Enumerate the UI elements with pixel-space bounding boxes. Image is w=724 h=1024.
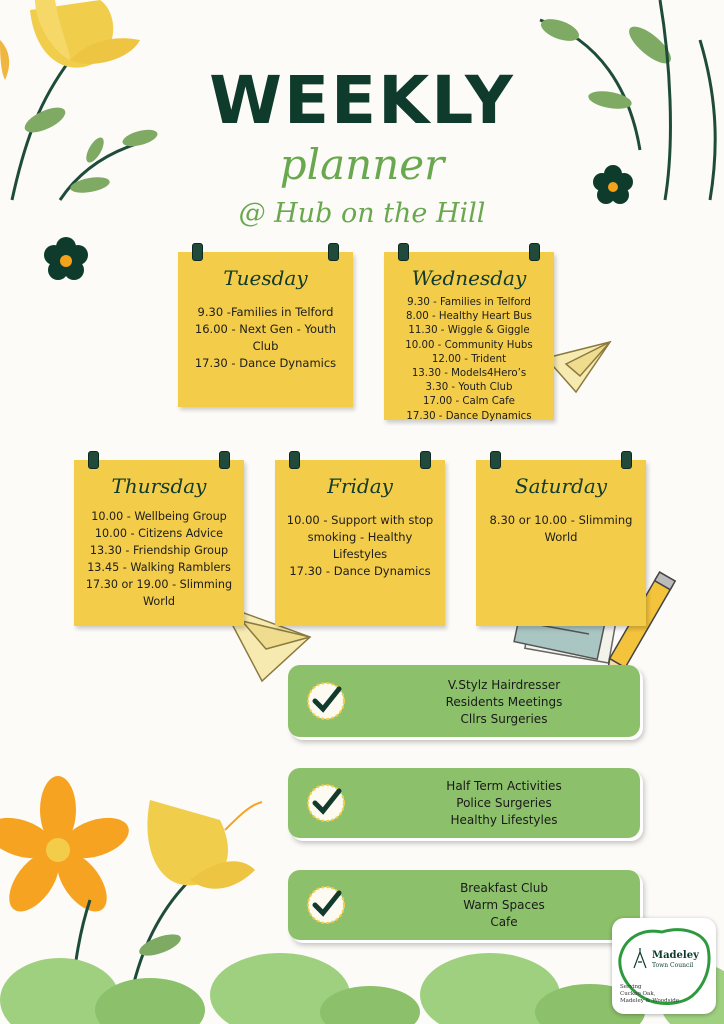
- page-title: WEEKLY: [209, 62, 515, 139]
- schedule-item: 13.45 - Walking Ramblers: [87, 561, 231, 574]
- schedule-item: 10.00 - Citizens Advice: [94, 527, 224, 540]
- services-box-3: [288, 870, 640, 940]
- note-friday: [275, 460, 445, 626]
- orange-flower-bottom-left-icon: [0, 776, 134, 920]
- pin-icon: [529, 243, 540, 261]
- day-name: Wednesday: [411, 266, 527, 290]
- checkmark-badge-icon: [306, 783, 346, 823]
- pin-icon: [192, 243, 203, 261]
- schedule-item: 11.30 - Wiggle & Giggle: [408, 325, 530, 337]
- note-wednesday: [384, 252, 554, 420]
- dark-flower-left-icon: [44, 237, 88, 280]
- pin-icon: [398, 243, 409, 261]
- pin-icon: [420, 451, 431, 469]
- pin-icon: [621, 451, 632, 469]
- schedule-item: 16.00 - Next Gen - Youth Club: [194, 322, 337, 353]
- checkmark-badge-icon: [306, 681, 346, 721]
- schedule-item: 17.30 or 19.00 - Slimming World: [85, 578, 233, 608]
- location-title: @ Hub on the Hill: [238, 198, 486, 229]
- madeley-town-council-logo: [612, 918, 716, 1014]
- day-name: Tuesday: [223, 266, 308, 290]
- note-saturday: [476, 460, 646, 626]
- paper-plane-wednesday-icon: [546, 342, 610, 392]
- schedule-item: 10.00 - Wellbeing Group: [91, 510, 227, 523]
- note-tuesday: [178, 252, 353, 407]
- schedule-item: 8.30 or 10.00 - Slimming World: [489, 513, 633, 544]
- schedule-item: 13.30 - Friendship Group: [89, 544, 229, 557]
- schedule-item: 9.30 -Families in Telford: [197, 305, 334, 319]
- service-item: Cafe: [490, 915, 518, 929]
- logo-serving-line: Cuckoo Oak,: [620, 991, 656, 997]
- schedule-item: 10.00 - Support with stop smoking - Healthy Lifestyles: [286, 513, 434, 561]
- pin-icon: [490, 451, 501, 469]
- note-thursday: [74, 460, 244, 626]
- logo-serving-line: Serving: [620, 984, 642, 990]
- service-item: Half Term Activities: [446, 779, 562, 793]
- logo-serving-line: Madeley & Woodside: [620, 998, 679, 1004]
- schedule-item: 10.00 - Community Hubs: [405, 339, 533, 351]
- services-box-1: [288, 665, 640, 737]
- day-name: Thursday: [111, 474, 207, 498]
- pin-icon: [289, 451, 300, 469]
- service-item: Residents Meetings: [445, 695, 563, 709]
- schedule-item: 17.30 - Dance Dynamics: [194, 356, 337, 370]
- schedule-item: 17.30 - Dance Dynamics: [406, 410, 532, 422]
- logo-name: Madeley: [652, 950, 699, 961]
- services-box-2: [288, 768, 640, 838]
- schedule-item: 9.30 - Families in Telford: [407, 297, 531, 308]
- pin-icon: [328, 243, 339, 261]
- service-item: V.Stylz Hairdresser: [447, 678, 561, 692]
- schedule-item: 8.00 - Healthy Heart Bus: [406, 311, 532, 323]
- page-subtitle: planner: [279, 140, 445, 189]
- service-item: Cllrs Surgeries: [460, 712, 548, 726]
- schedule-item: 13.30 - Models4Hero’s: [411, 368, 527, 380]
- schedule-item: 3.30 - Youth Club: [425, 382, 513, 394]
- day-name: Friday: [327, 474, 393, 498]
- checkmark-badge-icon: [306, 885, 346, 925]
- service-item: Police Surgeries: [456, 796, 552, 810]
- pin-icon: [219, 451, 230, 469]
- schedule-item: 17.30 - Dance Dynamics: [289, 564, 431, 578]
- day-name: Saturday: [514, 474, 608, 498]
- logo-subname: Town Council: [652, 962, 694, 969]
- service-item: Breakfast Club: [460, 881, 548, 895]
- service-item: Healthy Lifestyles: [450, 813, 558, 827]
- schedule-item: 17.00 - Calm Cafe: [423, 396, 515, 408]
- service-item: Warm Spaces: [463, 898, 545, 912]
- pin-icon: [88, 451, 99, 469]
- schedule-item: 12.00 - Trident: [431, 353, 507, 365]
